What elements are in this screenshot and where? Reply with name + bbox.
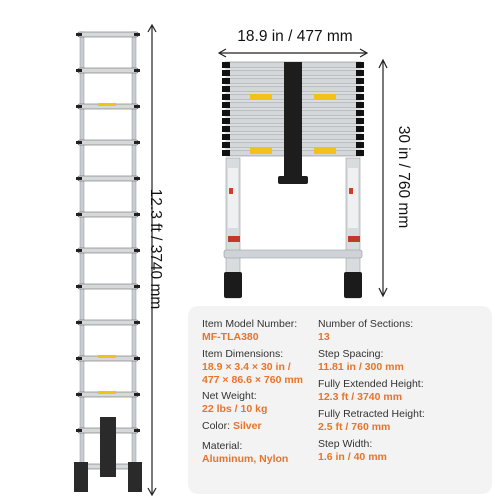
- retracted-height-label: 30 in / 760 mm: [395, 125, 412, 229]
- spec-model: Item Model Number: MF-TLA380: [202, 318, 298, 343]
- stack-joint-right: [356, 70, 364, 76]
- rung-joint-left: [76, 105, 82, 108]
- stack-joint-left: [222, 94, 230, 100]
- rung-joint-left: [76, 69, 82, 72]
- extended-ladder-image: [70, 22, 150, 500]
- rung-joint-right: [134, 177, 140, 180]
- ladder-rung: [78, 32, 138, 37]
- stack-joint-right: [356, 86, 364, 92]
- stack-joint-right: [356, 134, 364, 140]
- rung-joint-right: [134, 213, 140, 216]
- extended-height-label: 12.3 ft / 3740 mm: [147, 188, 164, 310]
- ladder-rung: [78, 212, 138, 217]
- ladder-rung: [78, 176, 138, 181]
- rung-joint-left: [76, 393, 82, 396]
- ladder-rung: [78, 68, 138, 73]
- ladder-rung: [78, 320, 138, 325]
- rung-joint-left: [76, 321, 82, 324]
- rung-joint-left: [76, 429, 82, 432]
- ladder-rung: [78, 140, 138, 145]
- stack-joint-left: [222, 110, 230, 116]
- retracted-height-dimension-line: [378, 58, 388, 298]
- width-dimension-line: [218, 48, 368, 58]
- rung-joint-right: [134, 357, 140, 360]
- stack-joint-left: [222, 134, 230, 140]
- stack-joint-left: [222, 62, 230, 68]
- ladder-rung: [78, 248, 138, 253]
- rung-joint-right: [134, 33, 140, 36]
- rung-joint-left: [76, 177, 82, 180]
- stack-joint-right: [356, 110, 364, 116]
- warning-sticker: [98, 103, 116, 106]
- spec-step-width: Step Width: 1.6 in / 40 mm: [318, 438, 387, 463]
- stack-joint-left: [222, 142, 230, 148]
- stack-joint-left: [222, 78, 230, 84]
- stack-joint-right: [356, 126, 364, 132]
- stack-joint-left: [222, 150, 230, 156]
- rung-joint-left: [76, 357, 82, 360]
- rung-joint-left: [76, 285, 82, 288]
- rung-joint-left: [76, 213, 82, 216]
- stack-joint-left: [222, 102, 230, 108]
- spec-dimensions: Item Dimensions: 18.9 × 3.4 × 30 in / 477 × 86.6 × 760 mm: [202, 348, 303, 386]
- stack-joint-right: [356, 142, 364, 148]
- spec-step-spacing: Step Spacing: 11.81 in / 300 mm: [318, 348, 404, 373]
- stack-joint-left: [222, 86, 230, 92]
- ladder-foot-right: [128, 462, 142, 492]
- spec-net-weight: Net Weight: 22 lbs / 10 kg: [202, 390, 268, 415]
- stack-joint-left: [222, 118, 230, 124]
- stack-joint-right: [356, 94, 364, 100]
- spec-color: Color: Silver: [202, 420, 262, 432]
- warning-sticker: [98, 391, 116, 394]
- stack-joint-left: [222, 126, 230, 132]
- rung-joint-right: [134, 141, 140, 144]
- ladder-foot-left: [74, 462, 88, 492]
- rung-joint-right: [134, 429, 140, 432]
- spec-material: Material: Aluminum, Nylon: [202, 440, 289, 465]
- stack-joint-right: [356, 78, 364, 84]
- stack-joint-right: [356, 118, 364, 124]
- rung-joint-right: [134, 105, 140, 108]
- spec-sections: Number of Sections: 13: [318, 318, 414, 343]
- rung-joint-right: [134, 249, 140, 252]
- rung-joint-left: [76, 33, 82, 36]
- warning-sticker: [98, 355, 116, 358]
- rung-joint-left: [76, 249, 82, 252]
- retracted-ladder-image: [222, 58, 372, 302]
- spec-retracted-height: Fully Retracted Height: 2.5 ft / 760 mm: [318, 408, 425, 433]
- stack-joint-left: [222, 70, 230, 76]
- stack-joint-right: [356, 62, 364, 68]
- stack-joint-right: [356, 102, 364, 108]
- rung-joint-right: [134, 285, 140, 288]
- rung-joint-right: [134, 393, 140, 396]
- stack-joint-right: [356, 150, 364, 156]
- rung-joint-right: [134, 69, 140, 72]
- rung-joint-left: [76, 141, 82, 144]
- ladder-rung: [78, 284, 138, 289]
- rung-joint-right: [134, 321, 140, 324]
- specs-panel: [188, 306, 492, 494]
- stabilizer: [100, 417, 116, 477]
- spec-extended-height: Fully Extended Height: 12.3 ft / 3740 mm: [318, 378, 424, 403]
- width-label: 18.9 in / 477 mm: [237, 28, 353, 45]
